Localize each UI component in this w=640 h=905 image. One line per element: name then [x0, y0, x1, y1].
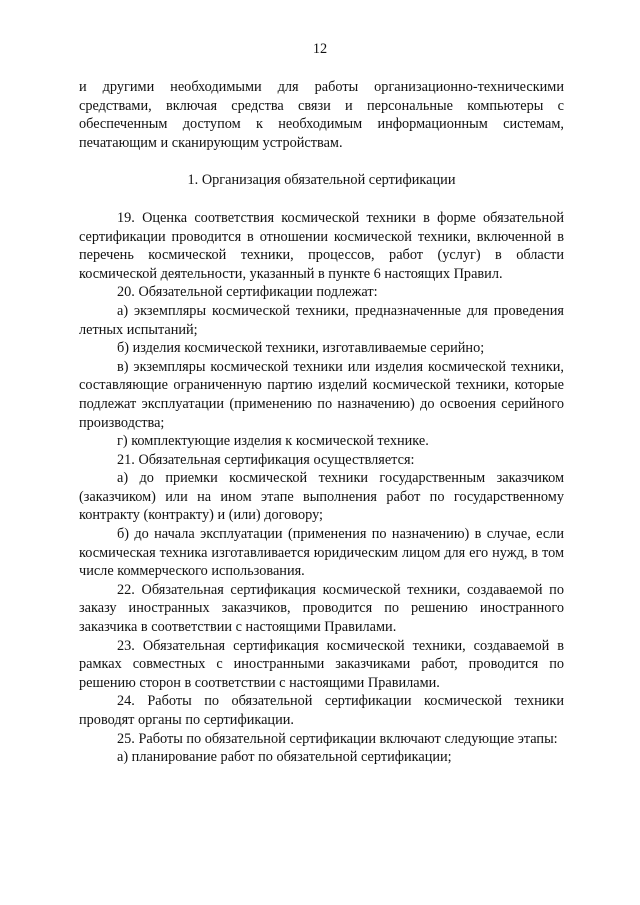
paragraph-21-a: а) до приемки космической техники государственным заказчиком (заказчиком) или на ином этапе выполнения работ по государственному контракту (контракту) и (или) договору;: [79, 470, 564, 524]
paragraph-23: 23. Обязательная сертификация космической техники, создаваемой в рамках совместных с иностранными заказчиками работ, проводится по решению сторон в соответствии с настоящими Правилами.: [79, 637, 564, 691]
paragraph-20: 20. Обязательной сертификации подлежат:: [117, 284, 378, 301]
paragraph-19: 19. Оценка соответствия космической техники в форме обязательной сертификации проводится в отношении космической техники, включенной в перечень космической техники, процессов, работ (услуг) в области космической деятельности, указанный в пункте 6 настоящих Правил.: [79, 209, 564, 282]
paragraph-25: 25. Работы по обязательной сертификации включают следующие этапы:: [117, 730, 558, 747]
paragraph-21: 21. Обязательная сертификация осуществляется:: [117, 451, 415, 468]
document-body: [79, 78, 564, 767]
paragraph-25-a: а) планирование работ по обязательной сертификации;: [117, 749, 452, 766]
continuation-paragraph: и другими необходимыми для работы организационно-техническими средствами, включая средства связи и персональные компьютеры с обеспеченным доступом к необходимым информационным системам, печатающим и сканирующим устройствам.: [79, 79, 564, 151]
page-number: 12: [312, 41, 328, 57]
paragraph-24: 24. Работы по обязательной сертификации космической техники проводят органы по сертификации.: [79, 693, 564, 728]
paragraph-20-v: в) экземпляры космической техники или изделия космической техники, составляющие ограниченную партию изделий космической техники, которые подлежат эксплуатации (применению по назначению) до освоения серийного производства;: [79, 358, 564, 431]
section-heading: 1. Организация обязательной сертификации: [187, 172, 456, 189]
paragraph-21-b: б) до начала эксплуатации (применения по назначению) в случае, если космическая техника изготавливается юридическим лицом для его нужд, в том числе коммерческого использования.: [79, 526, 564, 580]
paragraph-20-b: б) изделия космической техники, изготавливаемые серийно;: [117, 340, 485, 357]
paragraph-20-a: а) экземпляры космической техники, предназначенные для проведения летных испытаний;: [79, 302, 564, 338]
paragraph-22: 22. Обязательная сертификация космической техники, создаваемой по заказу иностранных заказчиков, проводится по решению иностранного заказчика в соответствии с настоящими Правилами.: [79, 581, 564, 636]
paragraph-20-g: г) комплектующие изделия к космической технике.: [117, 433, 429, 450]
